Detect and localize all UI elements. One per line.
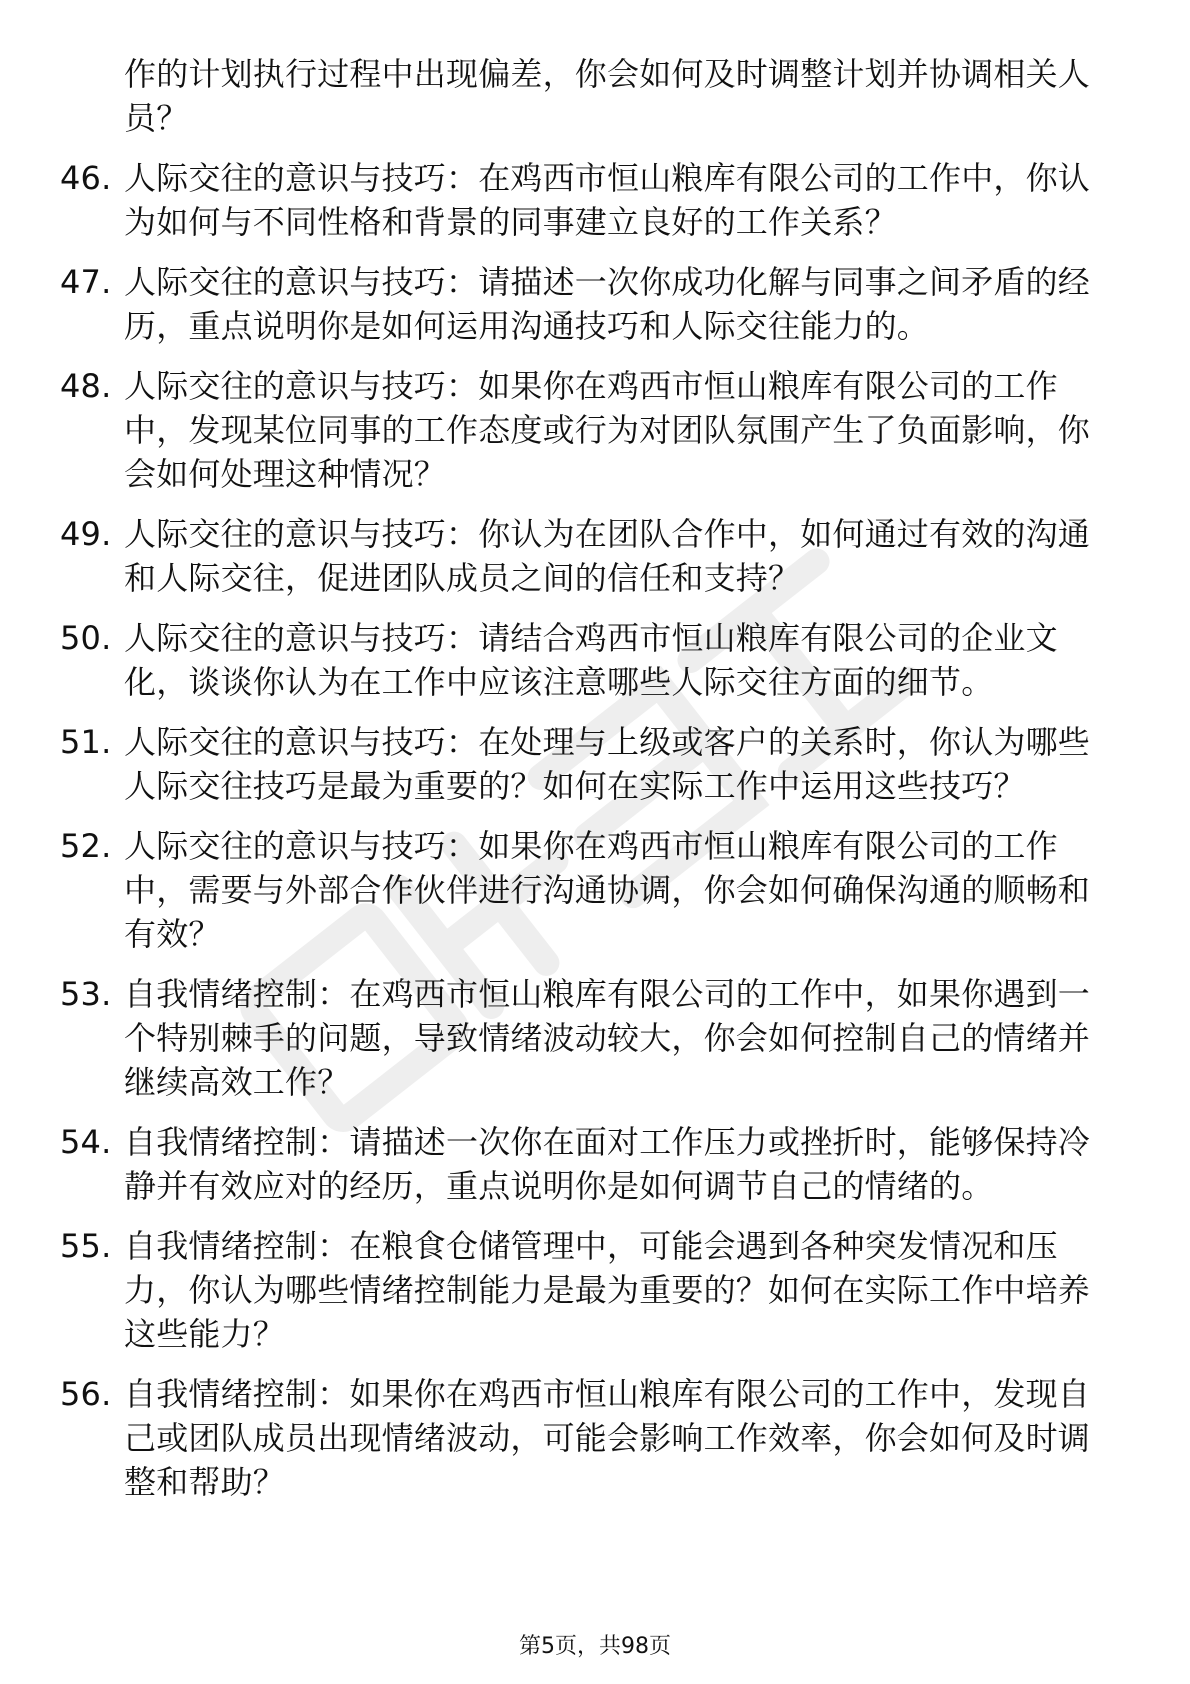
question-item <box>60 156 1120 244</box>
question-list <box>60 52 1120 1504</box>
question-text: 自我情绪控制：请描述一次你在面对工作压力或挫折时，能够保持冷静并有效应对的经历，重点说明你是如何调节自己的情绪的。 <box>124 1123 1091 1205</box>
question-text: 人际交往的意识与技巧：如果你在鸡西市恒山粮库有限公司的工作中，需要与外部合作伙伴进行沟通协调，你会如何确保沟通的顺畅和有效？ <box>124 827 1091 953</box>
question-number: 52. <box>60 827 112 865</box>
question-number: 53. <box>60 975 112 1013</box>
question-number: 48. <box>60 367 112 405</box>
question-item <box>60 972 1120 1104</box>
question-text: 人际交往的意识与技巧：请结合鸡西市恒山粮库有限公司的企业文化，谈谈你认为在工作中应该注意哪些人际交往方面的细节。 <box>124 619 1058 701</box>
question-item <box>60 1224 1120 1356</box>
question-item <box>60 1120 1120 1208</box>
question-number: 54. <box>60 1123 112 1161</box>
page-number-footer: 第5页，共98页 <box>519 1634 671 1659</box>
question-item <box>60 260 1120 348</box>
question-item <box>60 824 1120 956</box>
continued-question-text: 作的计划执行过程中出现偏差，你会如何及时调整计划并协调相关人员？ <box>124 55 1091 137</box>
question-item <box>60 364 1120 496</box>
question-text: 自我情绪控制：在鸡西市恒山粮库有限公司的工作中，如果你遇到一个特别棘手的问题，导致情绪波动较大，你会如何控制自己的情绪并继续高效工作？ <box>124 975 1091 1101</box>
question-number: 46. <box>60 159 112 197</box>
question-number: 49. <box>60 515 112 553</box>
question-item <box>60 512 1120 600</box>
question-text: 人际交往的意识与技巧：在处理与上级或客户的关系时，你认为哪些人际交往技巧是最为重要的？如何在实际工作中运用这些技巧？ <box>124 723 1091 805</box>
question-number: 56. <box>60 1375 112 1413</box>
question-text: 人际交往的意识与技巧：在鸡西市恒山粮库有限公司的工作中，你认为如何与不同性格和背景的同事建立良好的工作关系？ <box>124 159 1091 241</box>
question-text: 自我情绪控制：如果你在鸡西市恒山粮库有限公司的工作中，发现自己或团队成员出现情绪波动，可能会影响工作效率，你会如何及时调整和帮助？ <box>124 1375 1091 1501</box>
question-item <box>60 616 1120 704</box>
question-item <box>60 720 1120 808</box>
question-number: 55. <box>60 1227 112 1265</box>
question-number: 47. <box>60 263 112 301</box>
question-item <box>60 1372 1120 1504</box>
question-text: 自我情绪控制：在粮食仓储管理中，可能会遇到各种突发情况和压力，你认为哪些情绪控制能力是最为重要的？如何在实际工作中培养这些能力？ <box>124 1227 1091 1353</box>
question-text: 人际交往的意识与技巧：如果你在鸡西市恒山粮库有限公司的工作中，发现某位同事的工作态度或行为对团队氛围产生了负面影响，你会如何处理这种情况？ <box>124 367 1091 493</box>
question-text: 人际交往的意识与技巧：你认为在团队合作中，如何通过有效的沟通和人际交往，促进团队成员之间的信任和支持？ <box>124 515 1091 597</box>
question-number: 51. <box>60 723 112 761</box>
question-number: 50. <box>60 619 112 657</box>
question-text: 人际交往的意识与技巧：请描述一次你成功化解与同事之间矛盾的经历，重点说明你是如何运用沟通技巧和人际交往能力的。 <box>124 263 1091 345</box>
